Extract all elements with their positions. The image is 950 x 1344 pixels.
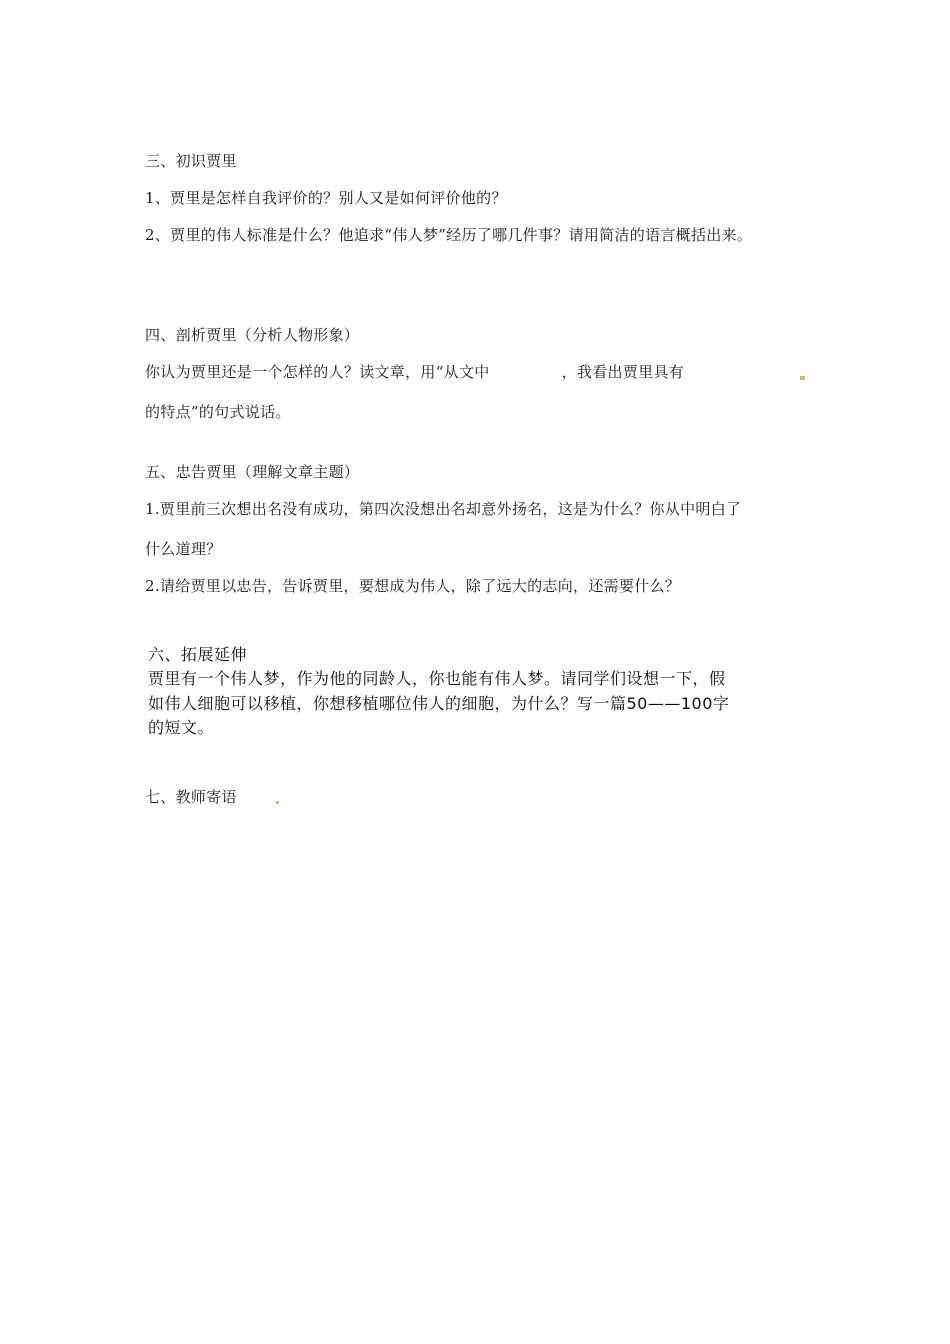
section5-question-1-line1: 1.贾里前三次想出名没有成功，第四次没想出名却意外扬名，这是为什么？你从中明白了: [145, 500, 742, 518]
section3-heading: 三、初识贾里: [145, 152, 237, 170]
scan-mark: [276, 801, 279, 804]
section6-line-1: 贾里有一个伟人梦，作为他的同龄人，你也能有伟人梦。请同学们设想一下，假: [148, 669, 726, 688]
section6-line-3: 的短文。: [148, 718, 215, 737]
section3-question-2: 2、贾里的伟人标准是什么？他追求“伟人梦”经历了哪几件事？请用简洁的语言概括出来。: [145, 226, 753, 244]
section4-prompt-line2: 的特点”的句式说话。: [145, 403, 291, 421]
section3-question-1: 1、贾里是怎样自我评价的？别人又是如何评价他的？: [145, 189, 507, 207]
section4-prompt-line1: [145, 362, 684, 382]
section5-heading: 五、忠告贾里（理解文章主题）: [145, 463, 360, 481]
section6-line-2: 如伟人细胞可以移植，你想移植哪位伟人的细胞，为什么？写一篇50——100字: [148, 694, 730, 713]
section5-question-1-line2: 什么道理？: [145, 540, 222, 558]
section4-heading: 四、剖析贾里（分析人物形象）: [145, 326, 360, 344]
section5-question-2: 2.请给贾里以忠告，告诉贾里，要想成为伟人，除了远大的志向，还需要什么？: [145, 577, 681, 595]
section6-heading: 六、拓展延伸: [148, 645, 248, 664]
section4-prompt-part2: ，我看出贾里具有: [561, 363, 684, 381]
scan-mark: [800, 376, 805, 380]
section4-prompt-part1: 你认为贾里还是一个怎样的人？读文章，用“从文中: [145, 363, 490, 381]
section7-heading: 七、教师寄语: [145, 788, 237, 806]
